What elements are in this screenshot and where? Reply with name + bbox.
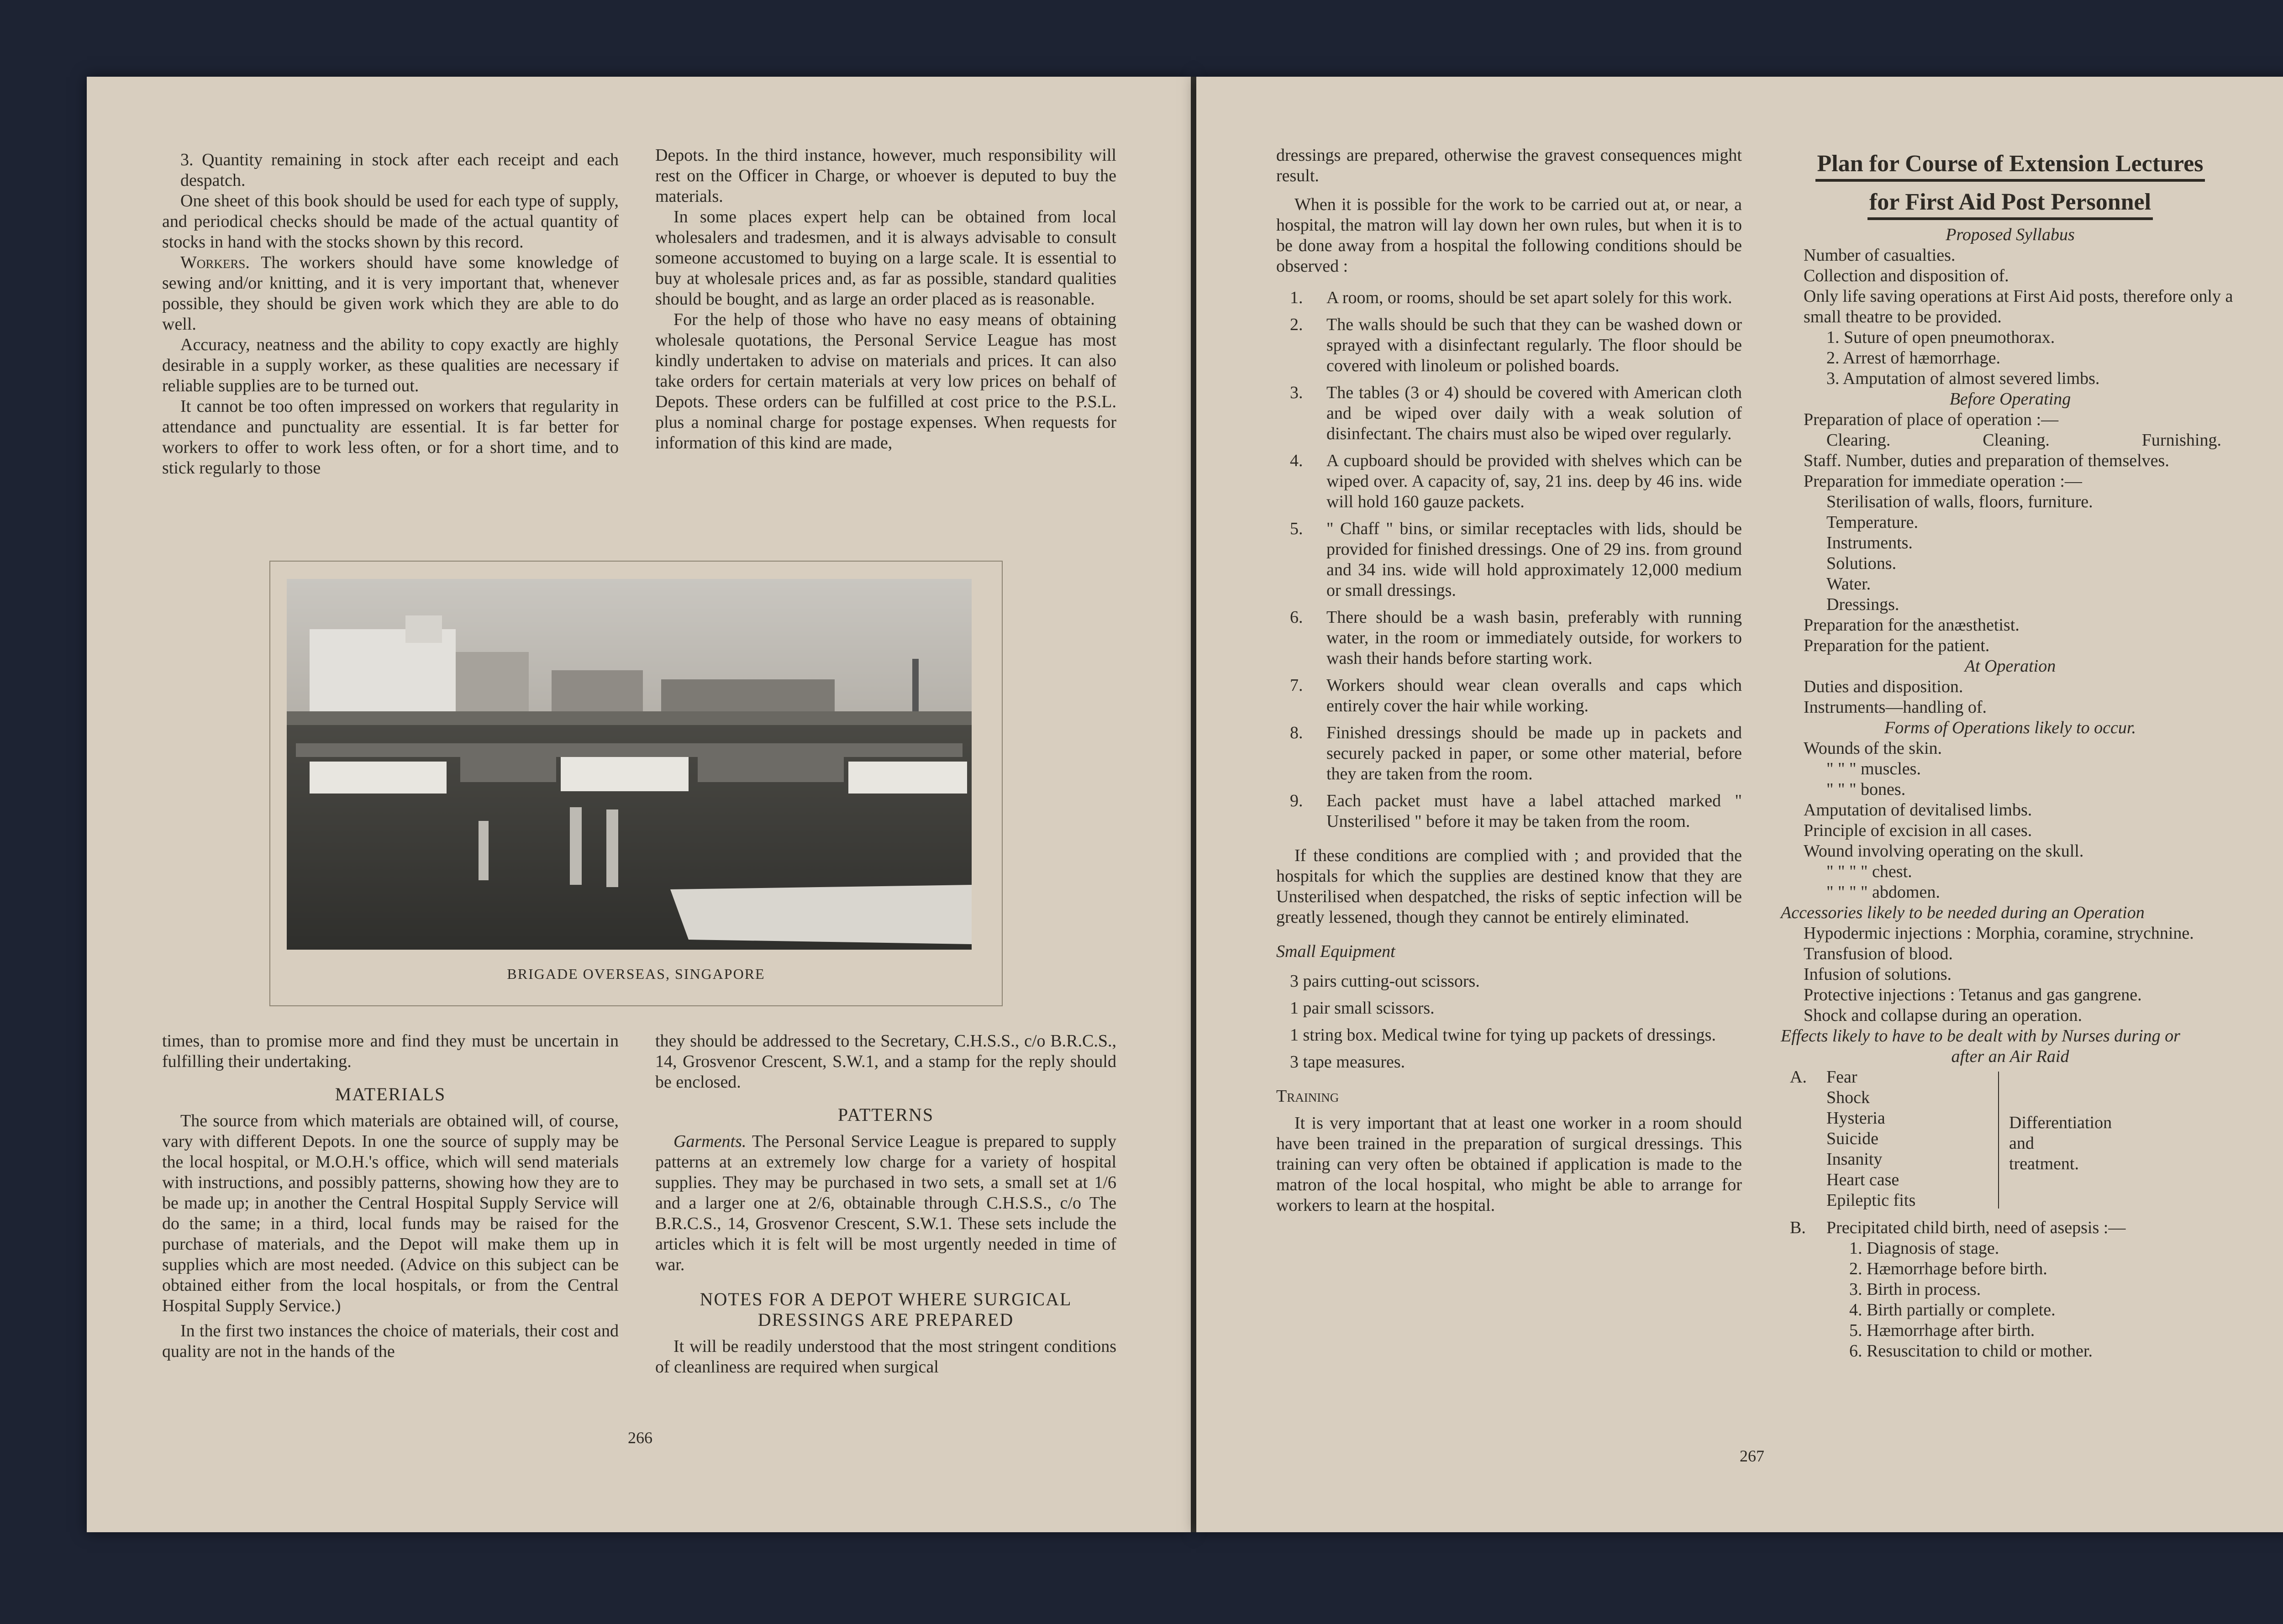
list-item: 9. Each packet must have a label attached marked " Unsterilised " before it may be taken from the room.: [1290, 791, 1742, 831]
syllabus-line: " " " " chest.: [1826, 862, 1912, 881]
a-note-line: Differentiation: [2009, 1113, 2112, 1132]
a-item: Heart case: [1826, 1170, 1899, 1189]
syllabus-line: Collection and disposition of.: [1804, 266, 2009, 285]
syllabus-line: 1. Suture of open pneumothorax.: [1826, 328, 2055, 347]
section-b-label: B.: [1790, 1218, 1806, 1237]
syllabus-line: Infusion of solutions.: [1804, 965, 1952, 984]
paragraph: [162, 252, 619, 335]
b-item: 6. Resuscitation to child or mother.: [1849, 1341, 2093, 1361]
b-item: 5. Hæmorrhage after birth.: [1849, 1321, 2035, 1340]
patterns-heading: PATTERNS: [837, 1104, 934, 1125]
syllabus-line: Sterilisation of walls, floors, furniture.: [1826, 492, 2093, 511]
syllabus-line: Staff. Number, duties and preparation of themselves.: [1804, 451, 2169, 470]
a-item: Hysteria: [1826, 1109, 1885, 1128]
brace-line: [1995, 1072, 1999, 1209]
syllabus-line: Preparation of place of operation :—: [1804, 410, 2059, 429]
section-b: [1781, 1218, 2240, 1361]
syllabus-line: Dressings.: [1826, 595, 1899, 614]
syllabus-item: Cleaning.: [1983, 431, 2050, 450]
photo-frame: [269, 561, 1003, 1006]
syllabus-line: Instruments—handling of.: [1804, 698, 1987, 717]
paragraph: It cannot be too often impressed on workers that regularity in attendance and punctuality are essential. It is far better for workers to offer to work less often, or for a short time, and to stick regularly to those: [162, 397, 619, 478]
forms-heading: Forms of Operations likely to occur.: [1884, 718, 2136, 737]
before-operating-heading: Before Operating: [1949, 389, 2071, 409]
list-item: 8. Finished dressings should be made up in packets and securely packed in paper, or some other material, before they are taken from the room.: [1290, 723, 1742, 783]
b-item: 4. Birth partially or complete.: [1849, 1300, 2056, 1319]
photo-caption: BRIGADE OVERSEAS, SINGAPORE: [507, 966, 765, 982]
paragraph: [655, 1131, 1116, 1275]
garments-label: Garments.: [673, 1132, 747, 1151]
b-item: 1. Diagnosis of stage.: [1849, 1239, 1999, 1258]
b-item: 3. Birth in process.: [1849, 1280, 1981, 1299]
plan-title-2: for First Aid Post Personnel: [1867, 188, 2153, 220]
a-item: Epileptic fits: [1826, 1191, 1916, 1210]
paragraph: In the first two instances the choice of materials, their cost and quality are not in the hands of the: [162, 1321, 619, 1361]
syllabus-line: Amputation of devitalised limbs.: [1804, 800, 2032, 820]
prep-place-items: [1781, 430, 2240, 451]
page-number: 267: [1740, 1447, 1764, 1465]
paragraph: times, than to promise more and find they must be uncertain in fulfilling their undertaking.: [162, 1031, 619, 1071]
list-item: 6. There should be a wash basin, preferably with running water, in the room or immediately outside, for workers to wash their hands before starting work.: [1290, 608, 1742, 668]
patterns-text: The Personal Service League is prepared to supply patterns at an extremely low charge for a variety of hospital supplies. They may be purchased in two sets, a small set at 1/6 and a larger one at 2/6, obtainable through C.H.S.S., c/o The B.R.C.S., 14, Grosvenor Crescent, S.W.1. These sets include the articles which it is felt will be most urgently needed in time of war.: [655, 1132, 1116, 1274]
syllabus-line: Temperature.: [1826, 513, 1918, 532]
syllabus-line: Solutions.: [1826, 554, 1897, 573]
list-item: 5. " Chaff " bins, or similar receptacles with lids, should be provided for finished dressings. One of 29 ins. from ground and 34 ins. wide will hold approximately 12,000 medium or small dressings.: [1290, 519, 1742, 600]
right-col1: [1276, 145, 1742, 1216]
list-item: 2. The walls should be such that they can be washed down or sprayed with a disinfectant regularly. The floor should be covered with linoleum or polished boards.: [1290, 315, 1742, 375]
list-item: 3. The tables (3 or 4) should be covered with American cloth and be wiped over daily with a weak solution of disinfectant. The chairs must also be wiped over regularly.: [1290, 383, 1742, 443]
a-item: Shock: [1826, 1088, 1870, 1107]
paragraph: Depots. In the third instance, however, much responsibility will rest on the Officer in Charge, or whoever is deputed to buy the materials.: [655, 146, 1116, 206]
syllabus-line: Principle of excision in all cases.: [1804, 821, 2032, 840]
syllabus-line: Preparation for the anæsthetist.: [1804, 615, 2020, 635]
a-item: Suicide: [1826, 1129, 1878, 1148]
a-item: Insanity: [1826, 1150, 1883, 1169]
section-a: [1781, 1067, 2240, 1218]
syllabus-line: " " " " abdomen.: [1826, 883, 1940, 902]
paragraph: 3. Quantity remaining in stock after each receipt and each despatch.: [180, 150, 619, 190]
parade-photo: [287, 579, 972, 950]
syllabus-line: 3. Amputation of almost severed limbs.: [1826, 369, 2100, 388]
syllabus-line: Hypodermic injections : Morphia, coramine, strychnine.: [1804, 924, 2194, 943]
paragraph: The source from which materials are obtained will, of course, vary with different Depots. In one the source of supply may be the local hospital, or M.O.H.'s office, which will send materials with instructions, and possibly patterns, showing how they are to be made up; in another the Central Hospital Supply Service will do the same; in a third, local funds may be raised for the purchase of materials, and the Depot will make them up in supplies which are most needed. (Advice on this subject can be obtained either from the local hospitals, or from the Central Hospital Supply Service.): [162, 1111, 619, 1315]
left-page: [87, 77, 1191, 1532]
paragraph: It will be readily understood that the most stringent conditions of cleanliness are required when surgical: [655, 1337, 1116, 1377]
page-number: 266: [628, 1429, 652, 1447]
notes-heading: NOTES FOR A DEPOT WHERE SURGICAL DRESSINGS ARE PREPARED: [700, 1289, 1072, 1330]
list-item: 1. A room, or rooms, should be set apart solely for this work.: [1290, 288, 1732, 307]
paragraph: It is very important that at least one worker in a room should have been trained in the preparation of surgical dressings. This training can very often be obtained if application is made to the matron of the local hospital, who might be able to arrange for workers to learn at the hospital.: [1276, 1114, 1742, 1215]
a-item: Fear: [1826, 1067, 1857, 1087]
left-col1-top: [162, 150, 619, 478]
paragraph: One sheet of this book should be used for each type of supply, and periodical checks should be made of the actual quantity of stocks in hand with the stocks shown by this record.: [162, 191, 619, 252]
list-item: 3 pairs cutting-out scissors.: [1290, 972, 1480, 991]
left-col2-bottom: [655, 1031, 1116, 1377]
small-equipment-heading: Small Equipment: [1276, 942, 1395, 961]
syllabus-item: Furnishing.: [2141, 431, 2221, 450]
list-item: 1 string box. Medical twine for tying up packets of dressings.: [1290, 1025, 1716, 1045]
syllabus-line: Number of casualties.: [1804, 246, 1956, 265]
syllabus-line: " " " muscles.: [1826, 759, 1921, 778]
effects-heading-1: Effects likely to have to be dealt with by Nurses during or: [1781, 1026, 2180, 1046]
plan-title-1: Plan for Course of Extension Lectures: [1815, 150, 2205, 182]
b-lead: Precipitated child birth, need of asepsis :—: [1826, 1218, 2126, 1237]
syllabus-line: Wounds of the skin.: [1804, 739, 1942, 758]
section-a-label: A.: [1790, 1067, 1807, 1087]
a-note: [2009, 1113, 2112, 1174]
paragraph: For the help of those who have no easy means of obtaining wholesale quotations, the Personal Service League has most kindly undertaken to advise on materials and prices. It can also take orders for certain materials at very low prices on behalf of Depots. These orders can be fulfilled at cost price to the P.S.L. plus a nominal charge for postage expenses. When requests for information of this kind are made,: [655, 310, 1116, 452]
a-note-line: and: [2009, 1134, 2034, 1153]
a-items: [1826, 1067, 1915, 1211]
accessories-heading: Accessories likely to be needed during an Operation: [1781, 903, 2145, 922]
paragraph: When it is possible for the work to be carried out at, or near, a hospital, the matron will lay down her own rules, but when it is to be done away from a hospital the following conditions should be observed :: [1276, 195, 1742, 276]
right-col2-syllabus: [1781, 150, 2240, 1361]
syllabus-line: " " " bones.: [1826, 780, 1906, 799]
syllabus-line: Wound involving operating on the skull.: [1804, 841, 2084, 861]
syllabus-line: Preparation for immediate operation :—: [1804, 472, 2082, 491]
effects-heading-2: after an Air Raid: [1951, 1047, 2069, 1066]
conditions-list: [1276, 288, 1742, 832]
list-item: 7. Workers should wear clean overalls and caps which entirely cover the hair while working.: [1290, 676, 1742, 715]
list-item: 4. A cupboard should be provided with shelves which can be wiped over. A capacity of, say, 21 ins. deep by 46 ins. wide will hold 160 gauze packets.: [1290, 451, 1742, 511]
list-item: 3 tape measures.: [1290, 1052, 1405, 1072]
syllabus-line: Protective injections : Tetanus and gas gangrene.: [1804, 985, 2142, 1004]
workers-text: The workers should have some knowledge of sewing and/or knitting, and it is very important that, whenever possible, they should be given work which they are able to do well.: [162, 253, 619, 334]
equipment-list: [1276, 971, 1742, 1072]
a-note-line: treatment.: [2009, 1154, 2079, 1173]
paragraph: dressings are prepared, otherwise the gravest consequences might result.: [1276, 146, 1742, 185]
training-heading: Training: [1276, 1087, 1339, 1106]
syllabus-item: Clearing.: [1826, 431, 1891, 450]
list-item: 1 pair small scissors.: [1290, 999, 1435, 1018]
left-col2-top: [655, 145, 1116, 453]
syllabus-line: Water.: [1826, 574, 1871, 594]
paragraph: In some places expert help can be obtained from local wholesalers and tradesmen, and it is always advisable to consult someone accustomed to buying on a large scale. It is essential to buy at wholesale prices and, as far as possible, standard qualities should be bought, and as large an order placed as is reasonable.: [655, 207, 1116, 309]
syllabus-line: Transfusion of blood.: [1804, 944, 1953, 963]
at-operation-heading: At Operation: [1964, 657, 2056, 676]
syllabus-line: Only life saving operations at First Aid posts, therefore only a small theatre to be provided.: [1804, 287, 2233, 326]
b-item: 2. Hæmorrhage before birth.: [1849, 1259, 2047, 1278]
paragraph: they should be addressed to the Secretary, C.H.S.S., c/o B.R.C.S., 14, Grosvenor Crescent, S.W.1, and a stamp for the reply should be enclosed.: [655, 1031, 1116, 1092]
materials-heading: MATERIALS: [335, 1084, 446, 1104]
right-page: [1196, 77, 2283, 1532]
syllabus-line: Preparation for the patient.: [1804, 636, 1990, 655]
syllabus-line: Duties and disposition.: [1804, 677, 1963, 696]
syllabus-line: Instruments.: [1826, 533, 1913, 552]
syllabus-line: Shock and collapse during an operation.: [1804, 1006, 2082, 1025]
left-col1-bottom: [162, 1031, 619, 1362]
proposed-syllabus: Proposed Syllabus: [1946, 225, 2075, 244]
syllabus-line: 2. Arrest of hæmorrhage.: [1826, 348, 2000, 368]
paragraph: If these conditions are complied with ; and provided that the hospitals for which the supplies are destined know that they are Unsterilised when despatched, the risks of septic infection will be greatly lessened, though they cannot be entirely eliminated.: [1276, 846, 1742, 927]
paragraph: Accuracy, neatness and the ability to copy exactly are highly desirable in a supply worker, as these qualities are necessary if reliable supplies are to be turned out.: [162, 335, 619, 395]
workers-label: Workers.: [180, 253, 250, 272]
